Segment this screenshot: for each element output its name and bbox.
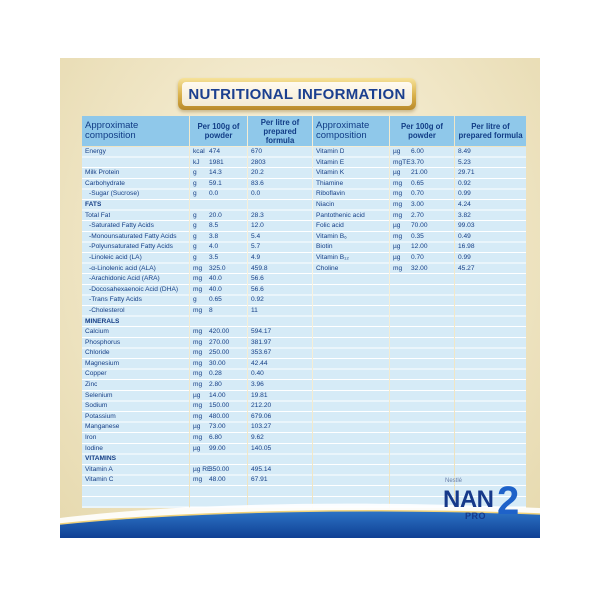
left-pl-cell: 212.20: [251, 402, 272, 410]
left-pl-cell: 42.44: [251, 359, 268, 367]
table-row: [82, 285, 526, 296]
right-name-cell: Vitamin B₁₂: [316, 253, 349, 261]
table-row: [82, 295, 526, 306]
right-name-cell: Vitamin B₆: [316, 232, 347, 240]
table-row: [82, 147, 526, 158]
left-p100-cell: 480.00: [209, 412, 230, 420]
left-name-cell: Energy: [85, 148, 106, 155]
left-pl-cell: 594.17: [251, 328, 272, 336]
right-name-cell: Pantothenic acid: [316, 211, 365, 219]
left-name-cell: Calcium: [85, 328, 109, 336]
right-p100-cell: 0.70: [411, 190, 424, 198]
left-pl-cell: 56.6: [251, 275, 264, 283]
left-name-cell: FATS: [85, 200, 102, 208]
table-row: [82, 211, 526, 222]
right-pl-cell: 8.49: [458, 148, 471, 155]
table-row: [82, 391, 526, 402]
left-p100-cell: 40.0: [209, 275, 222, 283]
left-p100-cell: 474: [209, 148, 221, 155]
left-p100-cell: 1981: [209, 158, 224, 166]
left-pl-cell: 670: [251, 148, 263, 155]
left-p100-cell: 2.80: [209, 381, 222, 389]
left-name-cell: -Cholesterol: [89, 306, 125, 314]
left-unit-cell: mg: [193, 412, 203, 420]
left-pl-cell: 353.67: [251, 349, 272, 357]
left-unit-cell: mg: [193, 402, 203, 410]
left-name-cell: Manganese: [85, 423, 120, 431]
left-name-cell: Phosphorus: [85, 338, 121, 346]
left-p100-cell: 40.0: [209, 285, 222, 293]
right-pl-cell: 99.03: [458, 222, 475, 230]
left-p100-cell: 59.1: [209, 179, 222, 187]
table-row: [82, 348, 526, 359]
right-name-cell: Biotin: [316, 243, 333, 251]
left-p100-cell: 73.00: [209, 423, 226, 431]
table-row: [82, 444, 526, 455]
table-row: [82, 465, 526, 476]
right-pl-cell: 0.92: [458, 179, 471, 187]
left-pl-cell: 56.6: [251, 285, 264, 293]
right-unit-cell: µg: [393, 222, 401, 230]
left-pl-cell: 2803: [251, 158, 266, 166]
header-per100-left: Per 100g of powder: [190, 116, 247, 146]
left-p100-cell: 270.00: [209, 338, 230, 346]
right-name-cell: Folic acid: [316, 222, 344, 230]
left-pl-cell: 9.62: [251, 434, 264, 442]
right-unit-cell: µg: [393, 243, 401, 251]
right-pl-cell: 0.99: [458, 190, 471, 198]
right-unit-cell: mg: [393, 190, 403, 198]
left-name-cell: Sodium: [85, 402, 108, 410]
left-pl-cell: 0.40: [251, 370, 264, 378]
left-unit-cell: kcal: [193, 148, 205, 155]
left-pl-cell: 4.9: [251, 253, 261, 261]
right-pl-cell: 16.98: [458, 243, 475, 251]
right-p100-cell: 70.00: [411, 222, 428, 230]
left-pl-cell: 0.0: [251, 190, 261, 198]
right-pl-cell: 0.99: [458, 253, 471, 261]
right-name-cell: Thiamine: [316, 179, 344, 187]
table-row: [82, 200, 526, 211]
right-pl-cell: 29.71: [458, 169, 475, 177]
right-name-cell: Niacin: [316, 200, 335, 208]
table-row: [82, 306, 526, 317]
nutrition-panel: [60, 58, 540, 538]
left-name-cell: -Arachidonic Acid (ARA): [89, 275, 160, 283]
left-p100-cell: 150.00: [209, 402, 230, 410]
left-name-cell: Vitamin A: [85, 465, 113, 473]
left-name-cell: Iron: [85, 434, 97, 442]
left-unit-cell: g: [193, 179, 197, 187]
left-unit-cell: mg: [193, 370, 203, 378]
left-name-cell: Milk Protein: [85, 169, 120, 177]
left-name-cell: -α-Linolenic acid (ALA): [89, 264, 156, 272]
left-pl-cell: 83.6: [251, 179, 264, 187]
right-p100-cell: 12.00: [411, 243, 428, 251]
stage-number: 2: [497, 479, 520, 523]
left-name-cell: -Linoleic acid (LA): [89, 253, 142, 261]
left-p100-cell: 3.5: [209, 253, 219, 261]
right-pl-cell: 4.24: [458, 200, 471, 208]
left-unit-cell: g: [193, 253, 197, 261]
left-p100-cell: 0.0: [209, 190, 219, 198]
left-unit-cell: mg: [193, 381, 203, 389]
left-pl-cell: 5.4: [251, 232, 261, 240]
left-unit-cell: g: [193, 243, 197, 251]
table-row: [82, 433, 526, 444]
left-unit-cell: µg: [193, 391, 201, 399]
right-p100-cell: 2.70: [411, 211, 424, 219]
right-name-cell: Choline: [316, 264, 339, 272]
left-name-cell: Total Fat: [85, 211, 111, 219]
left-name-cell: -Docosahexaenoic Acid (DHA): [89, 285, 179, 293]
table-row: [82, 158, 526, 169]
left-unit-cell: mg: [193, 275, 203, 283]
left-name-cell: VITAMINS: [85, 455, 117, 463]
right-unit-cell: mg: [393, 232, 403, 240]
product-sub: PRO: [465, 511, 487, 521]
nan-pro-logo: [443, 478, 523, 538]
left-pl-cell: 28.3: [251, 211, 264, 219]
left-unit-cell: mg: [193, 264, 203, 272]
right-pl-cell: 3.82: [458, 211, 471, 219]
nutrition-table: [82, 116, 526, 508]
left-pl-cell: 20.2: [251, 169, 264, 177]
right-name-cell: Vitamin D: [316, 148, 345, 155]
left-p100-cell: 4.0: [209, 243, 219, 251]
right-unit-cell: µg: [393, 148, 401, 155]
table-row: [82, 327, 526, 338]
left-pl-cell: 459.8: [251, 264, 268, 272]
right-unit-cell: µg: [393, 169, 401, 177]
left-pl-cell: 5.7: [251, 243, 261, 251]
table-row: [82, 274, 526, 285]
left-name-cell: Selenium: [85, 391, 113, 399]
left-p100-cell: 30.00: [209, 359, 226, 367]
right-name-cell: Vitamin E: [316, 158, 345, 166]
table-row: [82, 454, 526, 465]
table-row: [82, 168, 526, 179]
left-unit-cell: µg RE: [193, 465, 212, 473]
left-p100-cell: 0.65: [209, 296, 222, 304]
left-name-cell: -Polyunsaturated Fatty Acids: [89, 243, 173, 251]
title-inner: [182, 82, 412, 106]
right-p100-cell: 3.00: [411, 200, 424, 208]
left-pl-cell: 67.91: [251, 476, 268, 484]
left-name-cell: Carbohydrate: [85, 179, 125, 187]
left-name-cell: Chloride: [85, 349, 110, 357]
right-p100-cell: 21.00: [411, 169, 428, 177]
left-name-cell: Zinc: [85, 381, 98, 389]
table-row: [82, 422, 526, 433]
left-p100-cell: 325.0: [209, 264, 226, 272]
right-p100-cell: 0.35: [411, 232, 424, 240]
right-pl-cell: 5.23: [458, 158, 471, 166]
right-p100-cell: 6.00: [411, 148, 424, 155]
table-row: [82, 412, 526, 423]
table-row: [82, 359, 526, 370]
left-unit-cell: mg: [193, 434, 203, 442]
left-pl-cell: 19.81: [251, 391, 268, 399]
left-p100-cell: 6.80: [209, 434, 222, 442]
left-unit-cell: mg: [193, 328, 203, 336]
right-name-cell: Vitamin K: [316, 169, 345, 177]
table-row: [82, 264, 526, 275]
table-row: [82, 232, 526, 243]
left-p100-cell: 48.00: [209, 476, 226, 484]
right-unit-cell: µg: [393, 253, 401, 261]
left-unit-cell: g: [193, 222, 197, 230]
table-row: [82, 380, 526, 391]
left-pl-cell: 11: [251, 306, 258, 314]
left-pl-cell: 103.27: [251, 423, 272, 431]
left-name-cell: -Saturated Fatty Acids: [89, 222, 154, 230]
header-perlitre-right: Per litre of prepared formula: [455, 116, 526, 146]
left-p100-cell: 8: [209, 306, 213, 314]
table-row: [82, 179, 526, 190]
left-unit-cell: mg: [193, 285, 203, 293]
right-pl-cell: 45.27: [458, 264, 475, 272]
left-name-cell: Copper: [85, 370, 107, 378]
table-row: [82, 253, 526, 264]
left-unit-cell: mg: [193, 476, 203, 484]
left-p100-cell: 3.8: [209, 232, 219, 240]
left-name-cell: MINERALS: [85, 317, 120, 325]
left-name-cell: Potassium: [85, 412, 116, 420]
brand-label: Nestlé: [445, 478, 463, 484]
left-pl-cell: 3.96: [251, 381, 264, 389]
table-row: [82, 369, 526, 380]
left-name-cell: Magnesium: [85, 359, 120, 367]
table-rows: [82, 147, 526, 486]
table-row: [82, 338, 526, 349]
left-pl-cell: 679.06: [251, 412, 272, 420]
left-unit-cell: g: [193, 296, 197, 304]
left-unit-cell: g: [193, 232, 197, 240]
left-p100-cell: 350.00: [209, 465, 230, 473]
left-unit-cell: µg: [193, 423, 201, 431]
right-unit-cell: mgTE: [393, 158, 411, 166]
left-p100-cell: 250.00: [209, 349, 230, 357]
left-name-cell: Vitamin C: [85, 476, 114, 484]
left-p100-cell: 420.00: [209, 328, 230, 336]
left-unit-cell: mg: [193, 338, 203, 346]
left-unit-cell: mg: [193, 306, 203, 314]
header-per100-right: Per 100g of powder: [390, 116, 454, 146]
left-unit-cell: µg: [193, 444, 201, 452]
table-row: [82, 242, 526, 253]
header-composition-right: Approximate composition: [313, 116, 389, 146]
left-unit-cell: g: [193, 169, 197, 177]
table-row: [82, 221, 526, 232]
title-plate: [178, 78, 416, 110]
left-unit-cell: mg: [193, 359, 203, 367]
product-name: NAN: [443, 486, 494, 513]
left-name-cell: -Sugar (Sucrose): [89, 190, 140, 198]
left-pl-cell: 0.92: [251, 296, 264, 304]
left-unit-cell: g: [193, 211, 197, 219]
left-pl-cell: 140.05: [251, 444, 272, 452]
right-p100-cell: 0.70: [411, 253, 424, 261]
right-unit-cell: mg: [393, 264, 403, 272]
right-pl-cell: 0.49: [458, 232, 471, 240]
right-p100-cell: 32.00: [411, 264, 428, 272]
left-name-cell: -Monounsaturated Fatty Acids: [89, 232, 177, 240]
left-p100-cell: 0.28: [209, 370, 222, 378]
table-row: [82, 189, 526, 200]
left-pl-cell: 12.0: [251, 222, 264, 230]
left-pl-cell: 495.14: [251, 465, 272, 473]
left-p100-cell: 20.0: [209, 211, 222, 219]
left-p100-cell: 14.3: [209, 169, 222, 177]
right-unit-cell: mg: [393, 200, 403, 208]
left-name-cell: Iodine: [85, 444, 103, 452]
right-name-cell: Riboflavin: [316, 190, 345, 198]
page-title: NUTRITIONAL INFORMATION: [188, 85, 406, 103]
right-p100-cell: 0.65: [411, 179, 424, 187]
table-row: [82, 317, 526, 328]
table-row: [82, 401, 526, 412]
left-p100-cell: 99.00: [209, 444, 226, 452]
left-unit-cell: kJ: [193, 158, 200, 166]
left-pl-cell: 381.97: [251, 338, 272, 346]
right-p100-cell: 3.70: [411, 158, 424, 166]
header-composition-left: Approximate composition: [82, 116, 189, 146]
left-p100-cell: 8.5: [209, 222, 219, 230]
left-unit-cell: g: [193, 190, 197, 198]
right-unit-cell: mg: [393, 179, 403, 187]
header-perlitre-left: Per litre of prepared formula: [248, 116, 312, 146]
right-unit-cell: mg: [393, 211, 403, 219]
left-p100-cell: 14.00: [209, 391, 226, 399]
left-unit-cell: mg: [193, 349, 203, 357]
left-name-cell: -Trans Fatty Acids: [89, 296, 142, 304]
